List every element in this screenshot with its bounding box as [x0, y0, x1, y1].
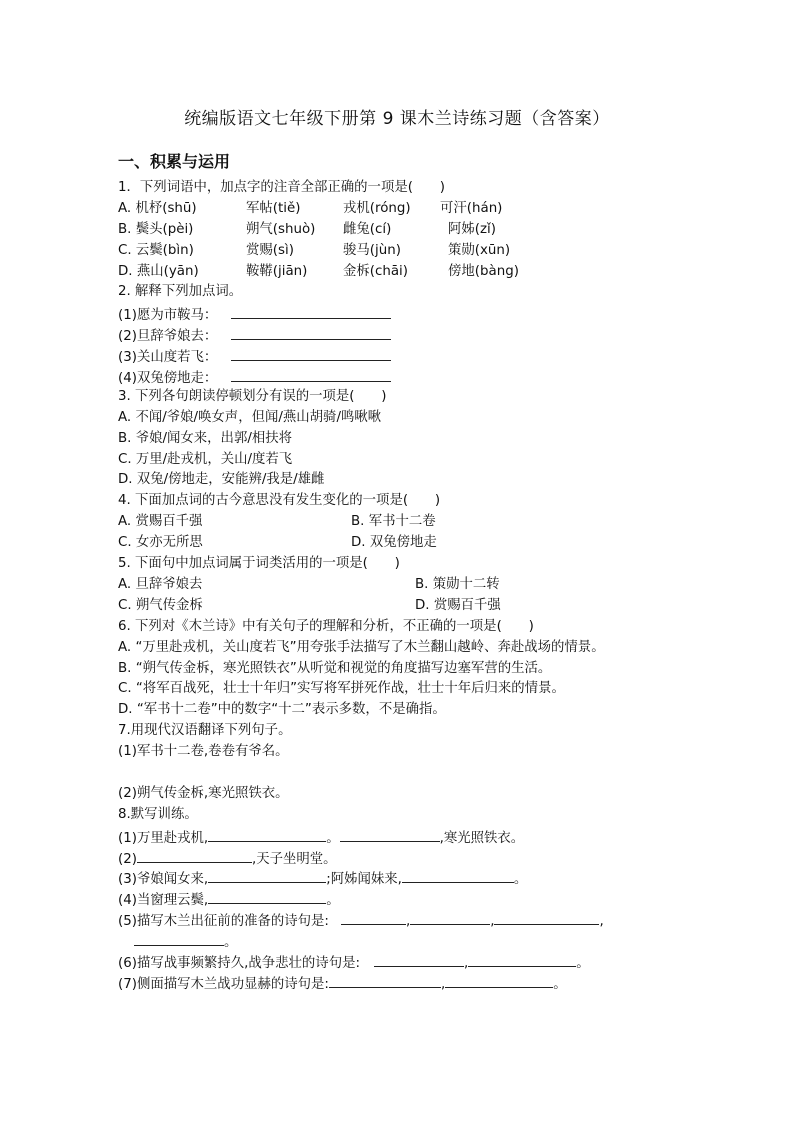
q5-row-1: [118, 575, 688, 596]
q5-option-b: B. 策勋十二转: [415, 576, 500, 592]
q8-text: (5)描写木兰出征前的准备的诗句是:: [118, 914, 329, 930]
q3-stem: 3. 下列各句朗读停顿划分有误的一项是( ): [118, 388, 387, 404]
q1-d-2: 鞍鞯(jiān): [246, 263, 308, 279]
answer-space[interactable]: [118, 763, 688, 784]
q8-text: ;阿姊闻妹来,: [326, 872, 402, 888]
q2-item-label: (1)愿为市鞍马：: [118, 308, 218, 324]
section-heading: 一、积累与运用: [118, 152, 231, 171]
q2-item-label: (2)旦辞爷娘去：: [118, 329, 218, 345]
q1-row-d: [118, 262, 688, 283]
q5-option-a: A. 旦辞爷娘去: [118, 576, 203, 592]
q4-option-c: C. 女亦无所思: [118, 535, 203, 551]
q4-option-d: D. 双兔傍地走: [351, 535, 437, 551]
q8-line-3: [118, 867, 688, 888]
q8-text: 。: [513, 872, 528, 888]
q7-stem: 7.用现代汉语翻译下列句子。: [118, 723, 292, 739]
q1-d-1: D. 燕山(yān): [118, 263, 199, 279]
q7-item-2: (2)朔气传金柝,寒光照铁衣。: [118, 785, 289, 801]
answer-blank[interactable]: [410, 909, 490, 925]
answer-blank[interactable]: [208, 867, 326, 883]
q5-option-d: D. 赏赐百千强: [415, 597, 501, 613]
q8-line-1: [118, 826, 688, 847]
answer-blank[interactable]: [231, 345, 391, 361]
q1-d-3: 金柝(chāi): [343, 263, 409, 279]
q6-option-b: B. “朔气传金柝，寒光照铁衣”从听觉和视觉的角度描写边塞军营的生活。: [118, 660, 552, 676]
q1-c-2: 赏赐(sì): [246, 242, 294, 258]
q1-row-b: [118, 220, 688, 241]
q6-option-c: C. “将军百战死，壮士十年归”实写将军拼死作战，壮士十年后归来的情景。: [118, 681, 565, 697]
q2-item: [118, 324, 688, 345]
q8-text: (7)侧面描写木兰战功显赫的诗句是:: [118, 976, 329, 992]
q8-line-7: [118, 972, 688, 993]
q1-a-4: 可汗(hán): [440, 200, 503, 216]
q2-stem: 2. 解释下列加点词。: [118, 284, 243, 300]
q2-item: [118, 345, 688, 366]
q8-end: 。: [576, 955, 590, 971]
q1-b-1: B. 鬓头(pèi): [118, 221, 194, 237]
q5-row-2: [118, 596, 688, 617]
q3-option-d: D. 双兔/傍地走，安能辨/我是/雄雌: [118, 472, 325, 488]
q8-line-5-cont: [118, 930, 688, 951]
q8-text: ,天子坐明堂。: [251, 851, 337, 867]
answer-blank[interactable]: [340, 826, 440, 842]
q4-row-1: [118, 512, 688, 533]
q6-option-d: D. “军书十二卷”中的数字“十二”表示多数，不是确指。: [118, 702, 446, 718]
q8-text: (4)当窗理云鬓,: [118, 893, 209, 909]
answer-blank[interactable]: [445, 972, 553, 988]
questions-body: [118, 178, 688, 993]
answer-blank[interactable]: [231, 366, 391, 382]
q5-option-c: C. 朔气传金柝: [118, 597, 203, 613]
q8-text: 。: [326, 893, 340, 909]
q1-d-4: 傍地(bàng): [448, 263, 519, 279]
q8-stem: 8.默写训练。: [118, 806, 198, 822]
q7-item-1: (1)军书十二卷,卷卷有爷名。: [118, 744, 289, 760]
q8-text: (6)描写战事频繁持久,战争悲壮的诗句是:: [118, 955, 360, 971]
q1-c-1: C. 云鬓(bìn): [118, 242, 194, 258]
q1-b-2: 朔气(shuò): [246, 221, 316, 237]
q1-c-3: 骏马(jùn): [343, 242, 401, 258]
answer-blank[interactable]: [374, 951, 464, 967]
q1-row-a: [118, 199, 688, 220]
answer-blank[interactable]: [137, 847, 252, 863]
q2-item: [118, 366, 688, 387]
q3-option-c: C. 万里/赴戎机，关山/度若飞: [118, 451, 293, 467]
answer-blank[interactable]: [208, 826, 326, 842]
q8-text: (3)爷娘闻女来,: [118, 872, 209, 888]
q2-item-label: (3)关山度若飞：: [118, 350, 218, 366]
q4-option-b: B. 军书十二卷: [351, 514, 436, 530]
q1-c-4: 策勋(xūn): [448, 242, 511, 258]
q2-item-label: (4)双兔傍地走：: [118, 371, 218, 387]
q8-line-4: [118, 888, 688, 909]
q8-line-6: [118, 951, 688, 972]
q2-item: [118, 303, 688, 324]
q8-text: ,寒光照铁衣。: [439, 830, 525, 846]
answer-blank[interactable]: [134, 930, 224, 946]
q8-sep: ,: [405, 914, 411, 930]
q8-line-2: [118, 847, 688, 868]
q8-text: (2): [118, 851, 137, 867]
q1-stem: 1．下列词语中，加点字的注音全部正确的一项是( ): [118, 180, 445, 195]
q4-row-2: [118, 533, 688, 554]
q8-sep: ,: [490, 914, 495, 930]
q8-sep: ,: [464, 955, 469, 971]
q1-b-4: 阿姊(zǐ): [448, 221, 496, 237]
q8-sep: ,: [599, 914, 604, 930]
q1-a-2: 军帖(tiě): [246, 200, 301, 216]
q4-stem: 4. 下面加点词的古今意思没有发生变化的一项是( ): [118, 493, 441, 509]
q1-a-1: A. 机杼(shū): [118, 200, 197, 216]
answer-blank[interactable]: [402, 867, 514, 883]
q1-b-3: 雌兔(cí): [343, 221, 392, 237]
q8-end: 。: [224, 935, 238, 951]
q4-option-a: A. 赏赐百千强: [118, 514, 203, 530]
q1-row-c: [118, 241, 688, 262]
answer-blank[interactable]: [341, 909, 406, 925]
q3-option-b: B. 爷娘/闻女来，出郭/相扶将: [118, 430, 293, 446]
answer-blank[interactable]: [329, 972, 441, 988]
document-title: 统编版语文七年级下册第 9 课木兰诗练习题（含答案）: [184, 109, 610, 129]
q8-text: 。: [326, 830, 340, 846]
q8-sep: ,: [440, 976, 446, 992]
q8-end: 。: [553, 976, 567, 992]
answer-blank[interactable]: [231, 303, 391, 319]
answer-blank[interactable]: [208, 888, 326, 904]
q6-option-a: A. “万里赴戎机，关山度若飞”用夸张手法描写了木兰翻山越岭、奔赴战场的情景。: [118, 639, 605, 655]
answer-blank[interactable]: [231, 324, 391, 340]
q5-stem: 5. 下面句中加点词属于词类活用的一项是( ): [118, 556, 400, 572]
q3-option-a: A. 不闻/爷娘/唤女声，但闻/燕山胡骑/鸣啾啾: [118, 409, 382, 425]
q6-stem: 6. 下列对《木兰诗》中有关句子的理解和分析，不正确的一项是( ): [118, 618, 534, 634]
q8-text: (1)万里赴戎机,: [118, 830, 209, 846]
answer-blank[interactable]: [468, 951, 576, 967]
q1-a-3: 戎机(róng): [343, 200, 411, 216]
answer-blank[interactable]: [494, 909, 599, 925]
q8-line-5: [118, 909, 688, 930]
